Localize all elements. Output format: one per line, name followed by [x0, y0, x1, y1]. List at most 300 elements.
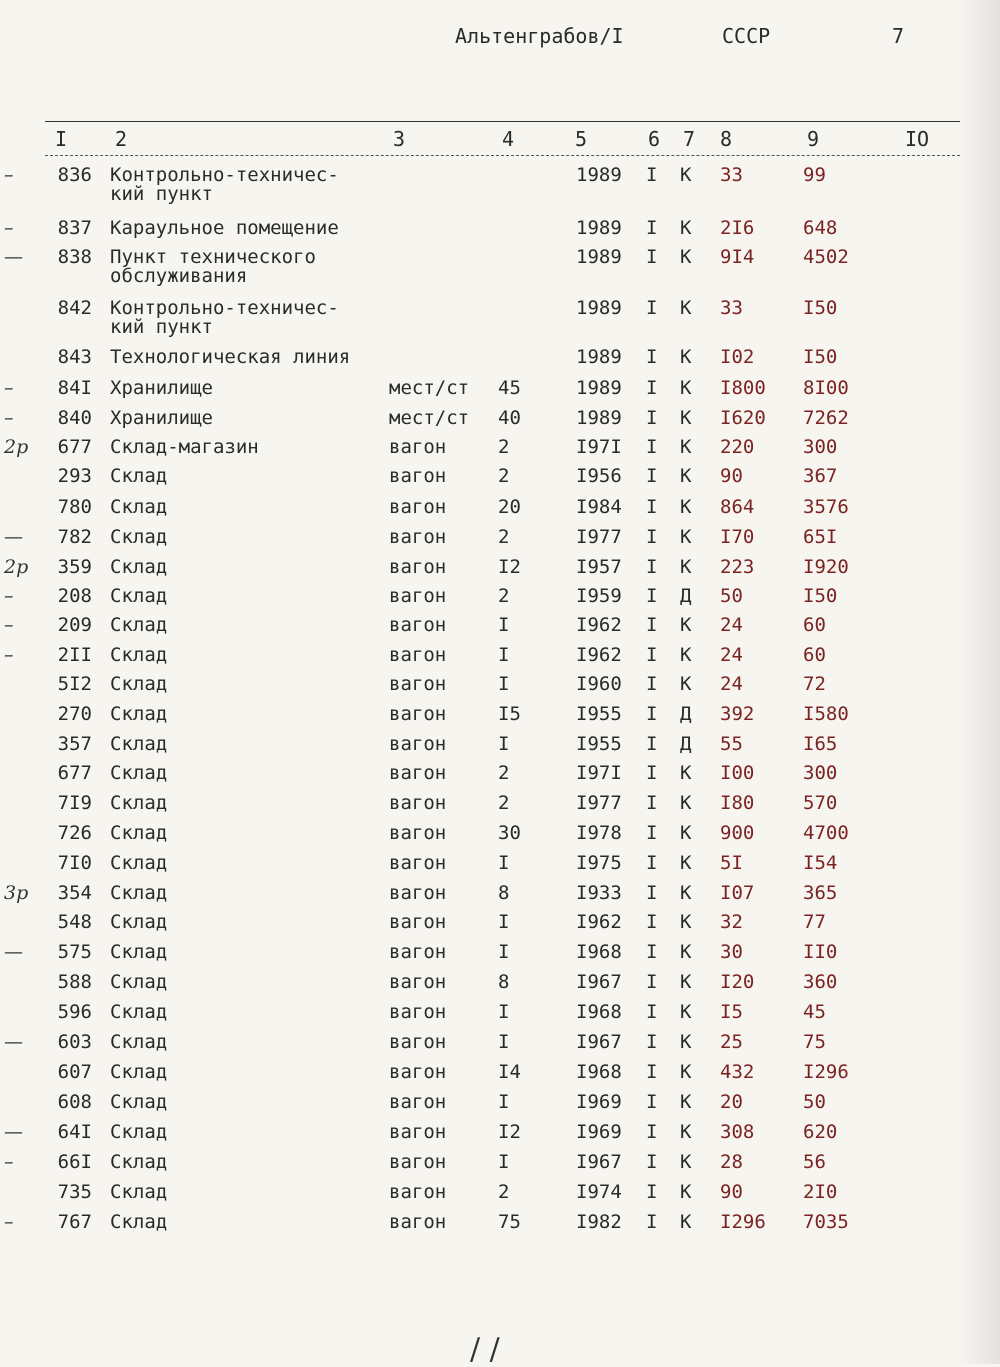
year-cell: I933: [576, 882, 622, 904]
document-title: Альтенграбов/I: [455, 24, 624, 48]
quantity-cell: 2: [498, 465, 510, 487]
col9-cell: 60: [803, 644, 826, 666]
quantity-cell: I: [498, 673, 510, 695]
year-cell: I968: [576, 1061, 622, 1083]
col7-cell: К: [680, 911, 692, 933]
year-cell: I955: [576, 703, 622, 725]
col9-cell: 8I00: [803, 377, 849, 399]
year-cell: I960: [576, 673, 622, 695]
item-number: 64I: [57, 1121, 92, 1143]
item-number: 84I: [57, 377, 92, 399]
col8-cell: 55: [720, 733, 743, 755]
item-number: 2II: [57, 644, 92, 666]
col6-cell: I: [646, 377, 658, 399]
col9-cell: I65: [803, 733, 838, 755]
year-cell: I957: [576, 556, 622, 578]
col6-cell: I: [646, 971, 658, 993]
column-header: 5: [575, 127, 588, 151]
col9-cell: I54: [803, 852, 838, 874]
col7-cell: К: [680, 673, 692, 695]
column-header: I: [55, 127, 68, 151]
unit-cell: мест/ст: [389, 407, 470, 429]
col8-cell: 30: [720, 941, 743, 963]
year-cell: I967: [576, 1151, 622, 1173]
col7-cell: К: [680, 465, 692, 487]
unit-cell: вагон: [389, 792, 447, 814]
col8-cell: 90: [720, 1181, 743, 1203]
margin-mark: –: [4, 614, 14, 636]
unit-cell: вагон: [389, 526, 447, 548]
year-cell: I977: [576, 792, 622, 814]
quantity-cell: 75: [498, 1211, 521, 1233]
item-name: Склад: [110, 673, 168, 695]
col6-cell: I: [646, 1091, 658, 1113]
quantity-cell: 2: [498, 585, 510, 607]
col9-cell: 367: [803, 465, 838, 487]
quantity-cell: 2: [498, 1181, 510, 1203]
col7-cell: К: [680, 644, 692, 666]
margin-mark: 3р: [4, 882, 29, 904]
unit-cell: вагон: [389, 882, 447, 904]
quantity-cell: 2: [498, 436, 510, 458]
col9-cell: 365: [803, 882, 838, 904]
col6-cell: I: [646, 1031, 658, 1053]
col9-cell: I920: [803, 556, 849, 578]
item-number: 842: [57, 297, 92, 319]
item-name: Склад: [110, 526, 168, 548]
unit-cell: вагон: [389, 1151, 447, 1173]
col6-cell: I: [646, 465, 658, 487]
year-cell: 1989: [576, 246, 622, 268]
col6-cell: I: [646, 436, 658, 458]
unit-cell: мест/ст: [389, 377, 470, 399]
col6-cell: I: [646, 1181, 658, 1203]
unit-cell: вагон: [389, 1121, 447, 1143]
year-cell: I97I: [576, 762, 622, 784]
col9-cell: 75: [803, 1031, 826, 1053]
column-header: 6: [648, 127, 661, 151]
column-header: IO: [905, 127, 930, 151]
item-number: 575: [57, 941, 92, 963]
unit-cell: вагон: [389, 1211, 447, 1233]
year-cell: 1989: [576, 217, 622, 239]
col6-cell: I: [646, 1001, 658, 1023]
col8-cell: I07: [720, 882, 755, 904]
item-number: 208: [57, 585, 92, 607]
col7-cell: К: [680, 346, 692, 368]
item-number: 840: [57, 407, 92, 429]
year-cell: I962: [576, 644, 622, 666]
col8-cell: I80: [720, 792, 755, 814]
col9-cell: 56: [803, 1151, 826, 1173]
year-cell: I962: [576, 614, 622, 636]
col6-cell: I: [646, 246, 658, 268]
col8-cell: 223: [720, 556, 755, 578]
country-label: СССР: [722, 24, 771, 48]
col6-cell: I: [646, 1211, 658, 1233]
item-name: Склад: [110, 1061, 168, 1083]
year-cell: I984: [576, 496, 622, 518]
col8-cell: I00: [720, 762, 755, 784]
unit-cell: вагон: [389, 911, 447, 933]
year-cell: I968: [576, 1001, 622, 1023]
col9-cell: 570: [803, 792, 838, 814]
unit-cell: вагон: [389, 822, 447, 844]
item-number: 726: [57, 822, 92, 844]
quantity-cell: 20: [498, 496, 521, 518]
unit-cell: вагон: [389, 733, 447, 755]
col9-cell: I50: [803, 346, 838, 368]
item-name: Склад-магазин: [110, 436, 259, 458]
year-cell: I97I: [576, 436, 622, 458]
col8-cell: I02: [720, 346, 755, 368]
col6-cell: I: [646, 526, 658, 548]
col7-cell: К: [680, 1181, 692, 1203]
year-cell: 1989: [576, 407, 622, 429]
margin-mark: –: [4, 585, 14, 607]
quantity-cell: 2: [498, 762, 510, 784]
col9-cell: 77: [803, 911, 826, 933]
col7-cell: К: [680, 1061, 692, 1083]
unit-cell: вагон: [389, 436, 447, 458]
col7-cell: Д: [680, 703, 692, 725]
item-name: Склад: [110, 496, 168, 518]
unit-cell: вагон: [389, 644, 447, 666]
margin-mark: –: [4, 217, 14, 239]
col7-cell: К: [680, 297, 692, 319]
col7-cell: К: [680, 526, 692, 548]
margin-mark: –: [4, 377, 14, 399]
col8-cell: 5I: [720, 852, 743, 874]
col6-cell: I: [646, 852, 658, 874]
col7-cell: Д: [680, 733, 692, 755]
item-number: 209: [57, 614, 92, 636]
year-cell: I967: [576, 971, 622, 993]
col8-cell: I296: [720, 1211, 766, 1233]
margin-mark: –: [4, 407, 14, 429]
col8-cell: 50: [720, 585, 743, 607]
col8-cell: 9I4: [720, 246, 755, 268]
col9-cell: 300: [803, 436, 838, 458]
item-number: 782: [57, 526, 92, 548]
item-number: 608: [57, 1091, 92, 1113]
year-cell: I982: [576, 1211, 622, 1233]
quantity-cell: I: [498, 1091, 510, 1113]
col7-cell: К: [680, 496, 692, 518]
quantity-cell: 2: [498, 792, 510, 814]
col9-cell: 99: [803, 164, 826, 186]
quantity-cell: I: [498, 941, 510, 963]
col7-cell: К: [680, 941, 692, 963]
col9-cell: 300: [803, 762, 838, 784]
quantity-cell: I: [498, 614, 510, 636]
col9-cell: 648: [803, 217, 838, 239]
margin-mark: —: [4, 1121, 23, 1143]
unit-cell: вагон: [389, 496, 447, 518]
col8-cell: I620: [720, 407, 766, 429]
col7-cell: К: [680, 377, 692, 399]
col7-cell: Д: [680, 585, 692, 607]
quantity-cell: 8: [498, 971, 510, 993]
col7-cell: К: [680, 1121, 692, 1143]
item-name: Склад: [110, 822, 168, 844]
unit-cell: вагон: [389, 1181, 447, 1203]
col6-cell: I: [646, 792, 658, 814]
item-number: 603: [57, 1031, 92, 1053]
col6-cell: I: [646, 407, 658, 429]
col6-cell: I: [646, 496, 658, 518]
unit-cell: вагон: [389, 465, 447, 487]
unit-cell: вагон: [389, 1031, 447, 1053]
margin-mark: –: [4, 1211, 14, 1233]
margin-mark: 2р: [4, 556, 29, 578]
column-header: 4: [502, 127, 515, 151]
item-name: Склад: [110, 644, 168, 666]
col9-cell: 620: [803, 1121, 838, 1143]
col6-cell: I: [646, 673, 658, 695]
year-cell: I959: [576, 585, 622, 607]
col8-cell: 25: [720, 1031, 743, 1053]
page-number: 7: [892, 24, 905, 48]
unit-cell: вагон: [389, 1061, 447, 1083]
unit-cell: вагон: [389, 1091, 447, 1113]
col8-cell: I70: [720, 526, 755, 548]
year-cell: I955: [576, 733, 622, 755]
quantity-cell: I4: [498, 1061, 521, 1083]
item-name: Склад: [110, 585, 168, 607]
item-name: Пункт технического: [110, 246, 316, 268]
col8-cell: I800: [720, 377, 766, 399]
col6-cell: I: [646, 1121, 658, 1143]
col9-cell: 7035: [803, 1211, 849, 1233]
margin-mark: –: [4, 1151, 14, 1173]
col8-cell: I20: [720, 971, 755, 993]
year-cell: I968: [576, 941, 622, 963]
unit-cell: вагон: [389, 852, 447, 874]
col7-cell: К: [680, 164, 692, 186]
col9-cell: I296: [803, 1061, 849, 1083]
item-name: Склад: [110, 1181, 168, 1203]
margin-mark: —: [4, 526, 23, 548]
col9-cell: I580: [803, 703, 849, 725]
col8-cell: 308: [720, 1121, 755, 1143]
unit-cell: вагон: [389, 614, 447, 636]
col7-cell: К: [680, 436, 692, 458]
page-edge-shadow: [960, 0, 1000, 1364]
item-name: Склад: [110, 1031, 168, 1053]
col7-cell: К: [680, 792, 692, 814]
col7-cell: К: [680, 882, 692, 904]
year-cell: I956: [576, 465, 622, 487]
quantity-cell: 30: [498, 822, 521, 844]
col6-cell: I: [646, 822, 658, 844]
col6-cell: I: [646, 703, 658, 725]
col9-cell: 45: [803, 1001, 826, 1023]
item-number: 588: [57, 971, 92, 993]
col7-cell: К: [680, 1091, 692, 1113]
col7-cell: К: [680, 1031, 692, 1053]
col8-cell: 90: [720, 465, 743, 487]
quantity-cell: I5: [498, 703, 521, 725]
col8-cell: 432: [720, 1061, 755, 1083]
item-number: 677: [57, 762, 92, 784]
item-name: Склад: [110, 1151, 168, 1173]
item-name: Склад: [110, 941, 168, 963]
col6-cell: I: [646, 164, 658, 186]
col7-cell: К: [680, 1211, 692, 1233]
year-cell: 1989: [576, 164, 622, 186]
margin-mark: –: [4, 644, 14, 666]
item-number: 7I0: [57, 852, 92, 874]
quantity-cell: I2: [498, 1121, 521, 1143]
quantity-cell: 45: [498, 377, 521, 399]
item-name: Хранилище: [110, 377, 213, 399]
item-number: 7I9: [57, 792, 92, 814]
col8-cell: 32: [720, 911, 743, 933]
year-cell: I978: [576, 822, 622, 844]
item-name: Склад: [110, 1121, 168, 1143]
item-name: Склад: [110, 971, 168, 993]
col9-cell: 60: [803, 614, 826, 636]
col9-cell: I50: [803, 585, 838, 607]
col8-cell: 864: [720, 496, 755, 518]
quantity-cell: I2: [498, 556, 521, 578]
col7-cell: К: [680, 1151, 692, 1173]
col9-cell: 4502: [803, 246, 849, 268]
item-name: Склад: [110, 852, 168, 874]
quantity-cell: I: [498, 1151, 510, 1173]
col9-cell: 2I0: [803, 1181, 838, 1203]
col7-cell: К: [680, 407, 692, 429]
col6-cell: I: [646, 1151, 658, 1173]
item-number: 838: [57, 246, 92, 268]
col7-cell: К: [680, 822, 692, 844]
item-number: 359: [57, 556, 92, 578]
year-cell: I969: [576, 1121, 622, 1143]
col8-cell: 33: [720, 164, 743, 186]
item-name: Хранилище: [110, 407, 213, 429]
col7-cell: К: [680, 614, 692, 636]
item-number: 270: [57, 703, 92, 725]
item-number: 357: [57, 733, 92, 755]
col9-cell: 4700: [803, 822, 849, 844]
item-number: 677: [57, 436, 92, 458]
quantity-cell: I: [498, 911, 510, 933]
column-header: 3: [393, 127, 406, 151]
col7-cell: К: [680, 852, 692, 874]
margin-mark: 2р: [4, 436, 29, 458]
col6-cell: I: [646, 733, 658, 755]
col6-cell: I: [646, 556, 658, 578]
col6-cell: I: [646, 297, 658, 319]
item-name: Контрольно-техничес-: [110, 297, 339, 319]
column-header: 2: [115, 127, 128, 151]
col7-cell: К: [680, 1001, 692, 1023]
col6-cell: I: [646, 762, 658, 784]
col8-cell: 28: [720, 1151, 743, 1173]
item-name: Склад: [110, 733, 168, 755]
table-top-rule: [45, 121, 960, 122]
quantity-cell: 8: [498, 882, 510, 904]
col8-cell: 900: [720, 822, 755, 844]
item-number: 735: [57, 1181, 92, 1203]
item-number: 596: [57, 1001, 92, 1023]
item-name: кий пункт: [110, 183, 213, 205]
item-name: Технологическая линия: [110, 346, 351, 368]
col6-cell: I: [646, 585, 658, 607]
col8-cell: 33: [720, 297, 743, 319]
unit-cell: вагон: [389, 585, 447, 607]
item-number: 66I: [57, 1151, 92, 1173]
unit-cell: вагон: [389, 673, 447, 695]
col6-cell: I: [646, 644, 658, 666]
quantity-cell: 40: [498, 407, 521, 429]
item-number: 837: [57, 217, 92, 239]
year-cell: I969: [576, 1091, 622, 1113]
col9-cell: 360: [803, 971, 838, 993]
col7-cell: К: [680, 971, 692, 993]
quantity-cell: 2: [498, 526, 510, 548]
col7-cell: К: [680, 246, 692, 268]
col9-cell: 72: [803, 673, 826, 695]
col8-cell: 2I6: [720, 217, 755, 239]
item-name: Караульное помещение: [110, 217, 339, 239]
unit-cell: вагон: [389, 762, 447, 784]
unit-cell: вагон: [389, 556, 447, 578]
year-cell: 1989: [576, 346, 622, 368]
margin-mark: —: [4, 941, 23, 963]
col9-cell: 65I: [803, 526, 838, 548]
year-cell: I974: [576, 1181, 622, 1203]
item-name: Склад: [110, 703, 168, 725]
col7-cell: К: [680, 556, 692, 578]
year-cell: I967: [576, 1031, 622, 1053]
item-number: 607: [57, 1061, 92, 1083]
col9-cell: I50: [803, 297, 838, 319]
item-number: 354: [57, 882, 92, 904]
margin-mark: –: [4, 164, 14, 186]
item-name: Склад: [110, 882, 168, 904]
column-header: 9: [807, 127, 820, 151]
quantity-cell: I: [498, 1001, 510, 1023]
item-name: Контрольно-техничес-: [110, 164, 339, 186]
item-number: 5I2: [57, 673, 92, 695]
col6-cell: I: [646, 882, 658, 904]
col9-cell: 3576: [803, 496, 849, 518]
quantity-cell: I: [498, 733, 510, 755]
item-number: 780: [57, 496, 92, 518]
col8-cell: 220: [720, 436, 755, 458]
item-name: Склад: [110, 1091, 168, 1113]
item-number: 293: [57, 465, 92, 487]
margin-mark: —: [4, 246, 23, 268]
item-number: 836: [57, 164, 92, 186]
col6-cell: I: [646, 941, 658, 963]
item-name: Склад: [110, 762, 168, 784]
col9-cell: II0: [803, 941, 838, 963]
column-header: 8: [720, 127, 733, 151]
col6-cell: I: [646, 614, 658, 636]
col6-cell: I: [646, 217, 658, 239]
year-cell: I977: [576, 526, 622, 548]
column-header: 7: [683, 127, 696, 151]
item-name: Склад: [110, 614, 168, 636]
item-name: кий пункт: [110, 316, 213, 338]
unit-cell: вагон: [389, 703, 447, 725]
item-name: Склад: [110, 1001, 168, 1023]
handwritten-footer-mark: / /: [470, 1332, 500, 1367]
col6-cell: I: [646, 346, 658, 368]
